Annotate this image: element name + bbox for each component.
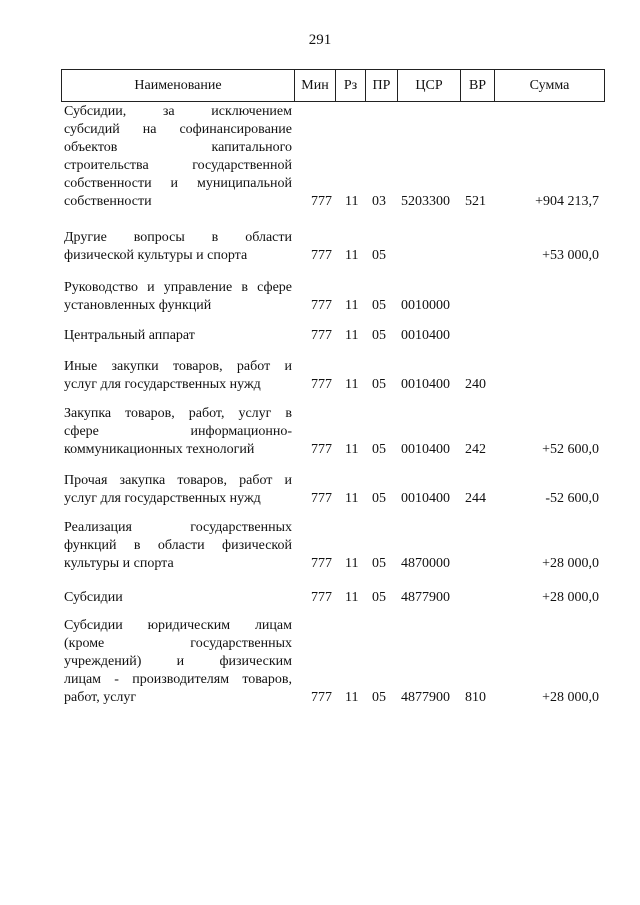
row-name-line: сфере информационно- xyxy=(64,424,292,439)
row-sum: +28 000,0 xyxy=(542,556,599,571)
row-name-line: субсидий на софинансирование xyxy=(64,122,292,137)
row-min: 777 xyxy=(311,442,332,457)
row-rz: 11 xyxy=(345,328,359,343)
row-min: 777 xyxy=(311,377,332,392)
row-name xyxy=(64,279,292,315)
row-pr: 05 xyxy=(372,328,386,343)
row-name-line: Субсидии xyxy=(64,590,123,605)
row-csr: 0010400 xyxy=(401,328,450,343)
row-name xyxy=(64,327,292,345)
row-vr: 242 xyxy=(465,442,486,457)
row-rz: 11 xyxy=(345,377,359,392)
row-name-line: собственности xyxy=(64,194,152,209)
row-min: 777 xyxy=(311,194,332,209)
header-vr: ВР xyxy=(461,70,495,101)
row-pr: 05 xyxy=(372,491,386,506)
row-name-line: функций в области физической xyxy=(64,538,292,553)
row-name-line: работ, услуг xyxy=(64,690,137,705)
row-name-line: (кроме государственных xyxy=(64,636,292,651)
row-pr: 05 xyxy=(372,442,386,457)
row-min: 777 xyxy=(311,328,332,343)
row-rz: 11 xyxy=(345,248,359,263)
row-name xyxy=(64,103,292,211)
row-name-line: Руководство и управление в сфере xyxy=(64,280,292,295)
row-name-line: объектов капитального xyxy=(64,140,292,155)
header-min: Мин xyxy=(295,70,336,101)
row-name-line: Прочая закупка товаров, работ и xyxy=(64,473,292,488)
row-name-line: лицам - производителям товаров, xyxy=(64,672,292,687)
header-name: Наименование xyxy=(62,70,295,101)
row-name xyxy=(64,229,292,265)
row-min: 777 xyxy=(311,298,332,313)
row-min: 777 xyxy=(311,690,332,705)
row-vr: 244 xyxy=(465,491,486,506)
row-name xyxy=(64,405,292,459)
row-name-line: культуры и спорта xyxy=(64,556,174,571)
row-pr: 05 xyxy=(372,298,386,313)
row-pr: 05 xyxy=(372,248,386,263)
row-name xyxy=(64,472,292,508)
row-sum: +53 000,0 xyxy=(542,248,599,263)
row-rz: 11 xyxy=(345,194,359,209)
row-sum: +52 600,0 xyxy=(542,442,599,457)
table-header xyxy=(61,69,605,102)
row-rz: 11 xyxy=(345,298,359,313)
row-vr: 810 xyxy=(465,690,486,705)
row-sum: +904 213,7 xyxy=(535,194,599,209)
row-name xyxy=(64,617,292,707)
row-name-line: Закупка товаров, работ, услуг в xyxy=(64,406,292,421)
row-name xyxy=(64,589,292,607)
row-csr: 0010400 xyxy=(401,442,450,457)
row-pr: 05 xyxy=(372,590,386,605)
row-csr: 0010000 xyxy=(401,298,450,313)
row-csr: 0010400 xyxy=(401,377,450,392)
row-csr: 0010400 xyxy=(401,491,450,506)
row-min: 777 xyxy=(311,590,332,605)
row-rz: 11 xyxy=(345,556,359,571)
row-name-line: собственности и муниципальной xyxy=(64,176,292,191)
header-csr: ЦСР xyxy=(398,70,461,101)
row-vr: 521 xyxy=(465,194,486,209)
row-csr: 4870000 xyxy=(401,556,450,571)
row-name-line: Иные закупки товаров, работ и xyxy=(64,359,292,374)
row-name-line: Субсидии, за исключением xyxy=(64,104,292,119)
row-name-line: услуг для государственных нужд xyxy=(64,377,261,392)
row-rz: 11 xyxy=(345,590,359,605)
row-name-line: физической культуры и спорта xyxy=(64,248,248,263)
row-pr: 05 xyxy=(372,690,386,705)
row-name-line: Субсидии юридическим лицам xyxy=(64,618,292,633)
row-name-line: строительства государственной xyxy=(64,158,292,173)
header-sum: Сумма xyxy=(529,78,570,93)
row-sum: -52 600,0 xyxy=(545,491,599,506)
row-min: 777 xyxy=(311,248,332,263)
row-name-line: Другие вопросы в области xyxy=(64,230,292,245)
row-name xyxy=(64,358,292,394)
row-csr: 5203300 xyxy=(401,194,450,209)
row-pr: 05 xyxy=(372,377,386,392)
row-min: 777 xyxy=(311,556,332,571)
row-rz: 11 xyxy=(345,442,359,457)
header-pr: ПР xyxy=(366,70,398,101)
row-rz: 11 xyxy=(345,491,359,506)
header-rz: Рз xyxy=(336,70,366,101)
row-name-line: услуг для государственных нужд xyxy=(64,491,261,506)
row-sum: +28 000,0 xyxy=(542,690,599,705)
row-sum: +28 000,0 xyxy=(542,590,599,605)
row-name xyxy=(64,519,292,573)
row-name-line: Реализация государственных xyxy=(64,520,292,535)
page-number: 291 xyxy=(308,32,332,48)
row-name-line: учреждений) и физическим xyxy=(64,654,292,669)
row-vr: 240 xyxy=(465,377,486,392)
row-csr: 4877900 xyxy=(401,690,450,705)
row-pr: 03 xyxy=(372,194,386,209)
row-csr: 4877900 xyxy=(401,590,450,605)
row-name-line: установленных функций xyxy=(64,298,212,313)
row-pr: 05 xyxy=(372,556,386,571)
row-name-line: коммуникационных технологий xyxy=(64,442,255,457)
row-min: 777 xyxy=(311,491,332,506)
row-rz: 11 xyxy=(345,690,359,705)
row-name-line: Центральный аппарат xyxy=(64,328,195,343)
